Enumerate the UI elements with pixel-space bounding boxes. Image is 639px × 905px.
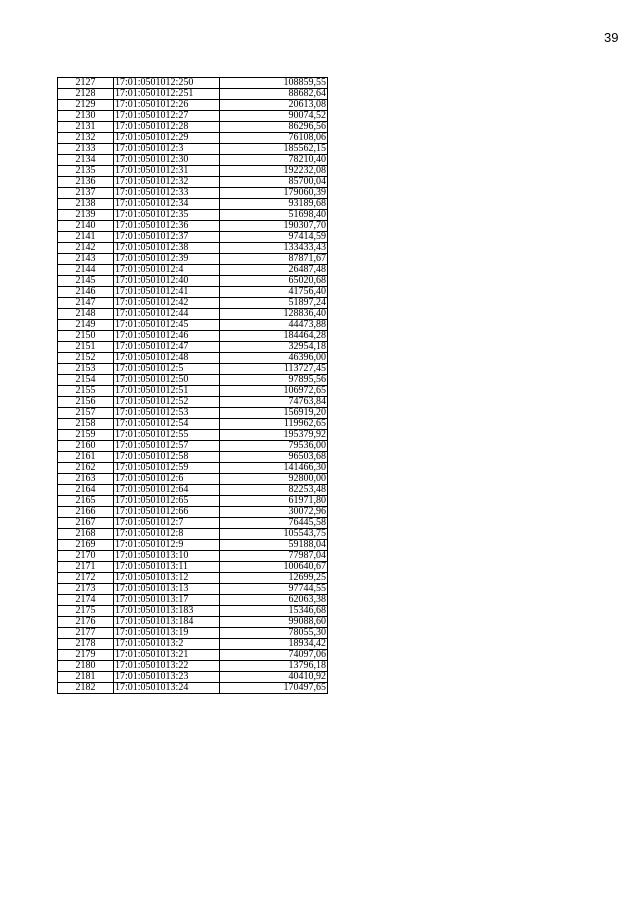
row-number-cell: 2137 xyxy=(58,188,114,199)
row-number-cell: 2168 xyxy=(58,529,114,540)
table-row xyxy=(58,496,328,507)
cadastral-number-cell: 17:01:0501012:47 xyxy=(114,342,220,353)
row-number-cell: 2176 xyxy=(58,617,114,628)
table-row xyxy=(58,474,328,485)
table-row xyxy=(58,100,328,111)
table-row xyxy=(58,232,328,243)
row-number-cell: 2177 xyxy=(58,628,114,639)
row-number-cell: 2139 xyxy=(58,210,114,221)
value-cell: 51897,24 xyxy=(220,298,328,309)
row-number-cell: 2128 xyxy=(58,89,114,100)
value-cell: 13796,18 xyxy=(220,661,328,672)
cadastral-number-cell: 17:01:0501012:33 xyxy=(114,188,220,199)
value-cell: 46396,00 xyxy=(220,353,328,364)
cadastral-number-cell: 17:01:0501012:8 xyxy=(114,529,220,540)
table-row xyxy=(58,430,328,441)
cadastral-number-cell: 17:01:0501013:183 xyxy=(114,606,220,617)
cadastral-number-cell: 17:01:0501012:44 xyxy=(114,309,220,320)
table-row xyxy=(58,298,328,309)
cadastral-number-cell: 17:01:0501013:21 xyxy=(114,650,220,661)
cadastral-number-cell: 17:01:0501012:250 xyxy=(114,78,220,89)
table-row xyxy=(58,243,328,254)
table-row xyxy=(58,386,328,397)
cadastral-number-cell: 17:01:0501012:58 xyxy=(114,452,220,463)
table-row xyxy=(58,144,328,155)
value-cell: 74763,84 xyxy=(220,397,328,408)
value-cell: 18934,42 xyxy=(220,639,328,650)
table-row xyxy=(58,463,328,474)
value-cell: 92800,00 xyxy=(220,474,328,485)
cadastral-number-cell: 17:01:0501012:57 xyxy=(114,441,220,452)
cadastral-number-cell: 17:01:0501013:12 xyxy=(114,573,220,584)
row-number-cell: 2159 xyxy=(58,430,114,441)
table-row xyxy=(58,276,328,287)
value-cell: 76108,06 xyxy=(220,133,328,144)
row-number-cell: 2164 xyxy=(58,485,114,496)
value-cell: 185562,15 xyxy=(220,144,328,155)
cadastral-number-cell: 17:01:0501012:251 xyxy=(114,89,220,100)
cadastral-number-cell: 17:01:0501012:46 xyxy=(114,331,220,342)
row-number-cell: 2135 xyxy=(58,166,114,177)
value-cell: 51698,40 xyxy=(220,210,328,221)
row-number-cell: 2163 xyxy=(58,474,114,485)
row-number-cell: 2132 xyxy=(58,133,114,144)
row-number-cell: 2147 xyxy=(58,298,114,309)
cadastral-number-cell: 17:01:0501012:29 xyxy=(114,133,220,144)
cadastral-number-cell: 17:01:0501012:66 xyxy=(114,507,220,518)
cadastral-number-cell: 17:01:0501012:40 xyxy=(114,276,220,287)
table-row xyxy=(58,650,328,661)
row-number-cell: 2160 xyxy=(58,441,114,452)
cadastral-number-cell: 17:01:0501012:35 xyxy=(114,210,220,221)
table-row xyxy=(58,133,328,144)
table-row xyxy=(58,507,328,518)
table-row xyxy=(58,419,328,430)
value-cell: 15346,68 xyxy=(220,606,328,617)
value-cell: 82253,48 xyxy=(220,485,328,496)
row-number-cell: 2142 xyxy=(58,243,114,254)
table-row xyxy=(58,210,328,221)
row-number-cell: 2144 xyxy=(58,265,114,276)
value-cell: 20613,08 xyxy=(220,100,328,111)
row-number-cell: 2171 xyxy=(58,562,114,573)
table-row xyxy=(58,617,328,628)
value-cell: 184464,28 xyxy=(220,331,328,342)
table-row xyxy=(58,188,328,199)
row-number-cell: 2146 xyxy=(58,287,114,298)
cadastral-number-cell: 17:01:0501013:24 xyxy=(114,683,220,694)
row-number-cell: 2152 xyxy=(58,353,114,364)
value-cell: 78210,40 xyxy=(220,155,328,166)
table-row xyxy=(58,562,328,573)
value-cell: 156919,20 xyxy=(220,408,328,419)
row-number-cell: 2178 xyxy=(58,639,114,650)
row-number-cell: 2172 xyxy=(58,573,114,584)
table-row xyxy=(58,452,328,463)
table-row xyxy=(58,397,328,408)
table-row xyxy=(58,342,328,353)
cadastral-number-cell: 17:01:0501012:34 xyxy=(114,199,220,210)
value-cell: 195379,92 xyxy=(220,430,328,441)
value-cell: 97414,59 xyxy=(220,232,328,243)
cadastral-number-cell: 17:01:0501012:50 xyxy=(114,375,220,386)
data-table xyxy=(57,77,328,694)
cadastral-number-cell: 17:01:0501012:5 xyxy=(114,364,220,375)
cadastral-number-cell: 17:01:0501012:54 xyxy=(114,419,220,430)
cadastral-number-cell: 17:01:0501013:22 xyxy=(114,661,220,672)
table-row xyxy=(58,364,328,375)
table-row xyxy=(58,287,328,298)
table-row xyxy=(58,265,328,276)
table-row xyxy=(58,199,328,210)
value-cell: 192232,08 xyxy=(220,166,328,177)
value-cell: 106972,65 xyxy=(220,386,328,397)
value-cell: 97895,56 xyxy=(220,375,328,386)
cadastral-number-cell: 17:01:0501013:10 xyxy=(114,551,220,562)
row-number-cell: 2143 xyxy=(58,254,114,265)
cadastral-number-cell: 17:01:0501012:27 xyxy=(114,111,220,122)
cadastral-number-cell: 17:01:0501013:17 xyxy=(114,595,220,606)
cadastral-number-cell: 17:01:0501012:55 xyxy=(114,430,220,441)
value-cell: 40410,92 xyxy=(220,672,328,683)
row-number-cell: 2140 xyxy=(58,221,114,232)
cadastral-number-cell: 17:01:0501012:4 xyxy=(114,265,220,276)
value-cell: 61971,80 xyxy=(220,496,328,507)
table-row xyxy=(58,375,328,386)
cadastral-number-cell: 17:01:0501012:36 xyxy=(114,221,220,232)
cadastral-number-cell: 17:01:0501012:7 xyxy=(114,518,220,529)
value-cell: 85700,04 xyxy=(220,177,328,188)
row-number-cell: 2145 xyxy=(58,276,114,287)
cadastral-number-cell: 17:01:0501012:53 xyxy=(114,408,220,419)
cadastral-number-cell: 17:01:0501012:39 xyxy=(114,254,220,265)
cadastral-number-cell: 17:01:0501013:184 xyxy=(114,617,220,628)
cadastral-number-cell: 17:01:0501012:28 xyxy=(114,122,220,133)
row-number-cell: 2165 xyxy=(58,496,114,507)
cadastral-number-cell: 17:01:0501012:52 xyxy=(114,397,220,408)
table-row xyxy=(58,166,328,177)
value-cell: 179060,39 xyxy=(220,188,328,199)
table-row xyxy=(58,540,328,551)
cadastral-number-cell: 17:01:0501012:32 xyxy=(114,177,220,188)
row-number-cell: 2161 xyxy=(58,452,114,463)
page-number: 39 xyxy=(604,30,619,45)
table-row xyxy=(58,485,328,496)
value-cell: 77987,04 xyxy=(220,551,328,562)
value-cell: 79536,00 xyxy=(220,441,328,452)
value-cell: 93189,68 xyxy=(220,199,328,210)
value-cell: 128836,40 xyxy=(220,309,328,320)
row-number-cell: 2129 xyxy=(58,100,114,111)
value-cell: 141466,30 xyxy=(220,463,328,474)
table-row xyxy=(58,661,328,672)
value-cell: 90074,52 xyxy=(220,111,328,122)
row-number-cell: 2134 xyxy=(58,155,114,166)
row-number-cell: 2138 xyxy=(58,199,114,210)
cadastral-number-cell: 17:01:0501012:48 xyxy=(114,353,220,364)
cadastral-number-cell: 17:01:0501012:45 xyxy=(114,320,220,331)
row-number-cell: 2149 xyxy=(58,320,114,331)
value-cell: 170497,65 xyxy=(220,683,328,694)
cadastral-number-cell: 17:01:0501013:19 xyxy=(114,628,220,639)
value-cell: 97744,55 xyxy=(220,584,328,595)
cadastral-number-cell: 17:01:0501012:51 xyxy=(114,386,220,397)
table-row xyxy=(58,518,328,529)
row-number-cell: 2167 xyxy=(58,518,114,529)
table-row xyxy=(58,309,328,320)
table-row xyxy=(58,441,328,452)
cadastral-number-cell: 17:01:0501012:6 xyxy=(114,474,220,485)
table-row xyxy=(58,254,328,265)
row-number-cell: 2158 xyxy=(58,419,114,430)
cadastral-number-cell: 17:01:0501012:64 xyxy=(114,485,220,496)
value-cell: 190307,70 xyxy=(220,221,328,232)
row-number-cell: 2179 xyxy=(58,650,114,661)
value-cell: 133433,43 xyxy=(220,243,328,254)
row-number-cell: 2173 xyxy=(58,584,114,595)
value-cell: 108859,55 xyxy=(220,78,328,89)
value-cell: 96503,68 xyxy=(220,452,328,463)
row-number-cell: 2175 xyxy=(58,606,114,617)
row-number-cell: 2127 xyxy=(58,78,114,89)
row-number-cell: 2155 xyxy=(58,386,114,397)
row-number-cell: 2156 xyxy=(58,397,114,408)
cadastral-number-cell: 17:01:0501012:26 xyxy=(114,100,220,111)
table-row xyxy=(58,408,328,419)
value-cell: 78055,30 xyxy=(220,628,328,639)
cadastral-number-cell: 17:01:0501012:37 xyxy=(114,232,220,243)
value-cell: 41756,40 xyxy=(220,287,328,298)
row-number-cell: 2133 xyxy=(58,144,114,155)
table-row xyxy=(58,89,328,100)
row-number-cell: 2169 xyxy=(58,540,114,551)
row-number-cell: 2181 xyxy=(58,672,114,683)
value-cell: 59188,04 xyxy=(220,540,328,551)
cadastral-number-cell: 17:01:0501013:2 xyxy=(114,639,220,650)
value-cell: 44473,88 xyxy=(220,320,328,331)
table-row xyxy=(58,628,328,639)
table-row xyxy=(58,606,328,617)
table-row xyxy=(58,155,328,166)
table-body xyxy=(58,78,328,694)
table-row xyxy=(58,353,328,364)
cadastral-number-cell: 17:01:0501013:23 xyxy=(114,672,220,683)
table-row xyxy=(58,683,328,694)
value-cell: 30072,96 xyxy=(220,507,328,518)
cadastral-number-cell: 17:01:0501012:31 xyxy=(114,166,220,177)
table-row xyxy=(58,584,328,595)
table-row xyxy=(58,639,328,650)
row-number-cell: 2180 xyxy=(58,661,114,672)
table-row xyxy=(58,331,328,342)
table-row xyxy=(58,221,328,232)
value-cell: 76445,58 xyxy=(220,518,328,529)
cadastral-number-cell: 17:01:0501012:38 xyxy=(114,243,220,254)
cadastral-number-cell: 17:01:0501012:65 xyxy=(114,496,220,507)
cadastral-number-cell: 17:01:0501013:11 xyxy=(114,562,220,573)
table-row xyxy=(58,177,328,188)
table-row xyxy=(58,78,328,89)
table-row xyxy=(58,111,328,122)
table-row xyxy=(58,595,328,606)
row-number-cell: 2150 xyxy=(58,331,114,342)
row-number-cell: 2136 xyxy=(58,177,114,188)
cadastral-number-cell: 17:01:0501012:42 xyxy=(114,298,220,309)
value-cell: 100640,67 xyxy=(220,562,328,573)
row-number-cell: 2174 xyxy=(58,595,114,606)
row-number-cell: 2130 xyxy=(58,111,114,122)
cadastral-number-cell: 17:01:0501012:41 xyxy=(114,287,220,298)
value-cell: 86296,56 xyxy=(220,122,328,133)
value-cell: 26487,48 xyxy=(220,265,328,276)
table-row xyxy=(58,573,328,584)
table-row xyxy=(58,551,328,562)
row-number-cell: 2166 xyxy=(58,507,114,518)
row-number-cell: 2154 xyxy=(58,375,114,386)
table-row xyxy=(58,672,328,683)
cadastral-number-cell: 17:01:0501013:13 xyxy=(114,584,220,595)
row-number-cell: 2157 xyxy=(58,408,114,419)
cadastral-number-cell: 17:01:0501012:3 xyxy=(114,144,220,155)
row-number-cell: 2151 xyxy=(58,342,114,353)
value-cell: 87871,67 xyxy=(220,254,328,265)
table-row xyxy=(58,122,328,133)
value-cell: 74097,06 xyxy=(220,650,328,661)
row-number-cell: 2153 xyxy=(58,364,114,375)
table-row xyxy=(58,529,328,540)
row-number-cell: 2170 xyxy=(58,551,114,562)
table-row xyxy=(58,320,328,331)
row-number-cell: 2141 xyxy=(58,232,114,243)
value-cell: 62063,38 xyxy=(220,595,328,606)
value-cell: 99088,60 xyxy=(220,617,328,628)
value-cell: 113727,45 xyxy=(220,364,328,375)
value-cell: 119962,65 xyxy=(220,419,328,430)
value-cell: 105543,75 xyxy=(220,529,328,540)
cadastral-number-cell: 17:01:0501012:59 xyxy=(114,463,220,474)
value-cell: 88682,64 xyxy=(220,89,328,100)
row-number-cell: 2131 xyxy=(58,122,114,133)
row-number-cell: 2148 xyxy=(58,309,114,320)
value-cell: 32954,18 xyxy=(220,342,328,353)
cadastral-number-cell: 17:01:0501012:9 xyxy=(114,540,220,551)
row-number-cell: 2162 xyxy=(58,463,114,474)
cadastral-number-cell: 17:01:0501012:30 xyxy=(114,155,220,166)
value-cell: 12699,25 xyxy=(220,573,328,584)
row-number-cell: 2182 xyxy=(58,683,114,694)
value-cell: 65020,68 xyxy=(220,276,328,287)
